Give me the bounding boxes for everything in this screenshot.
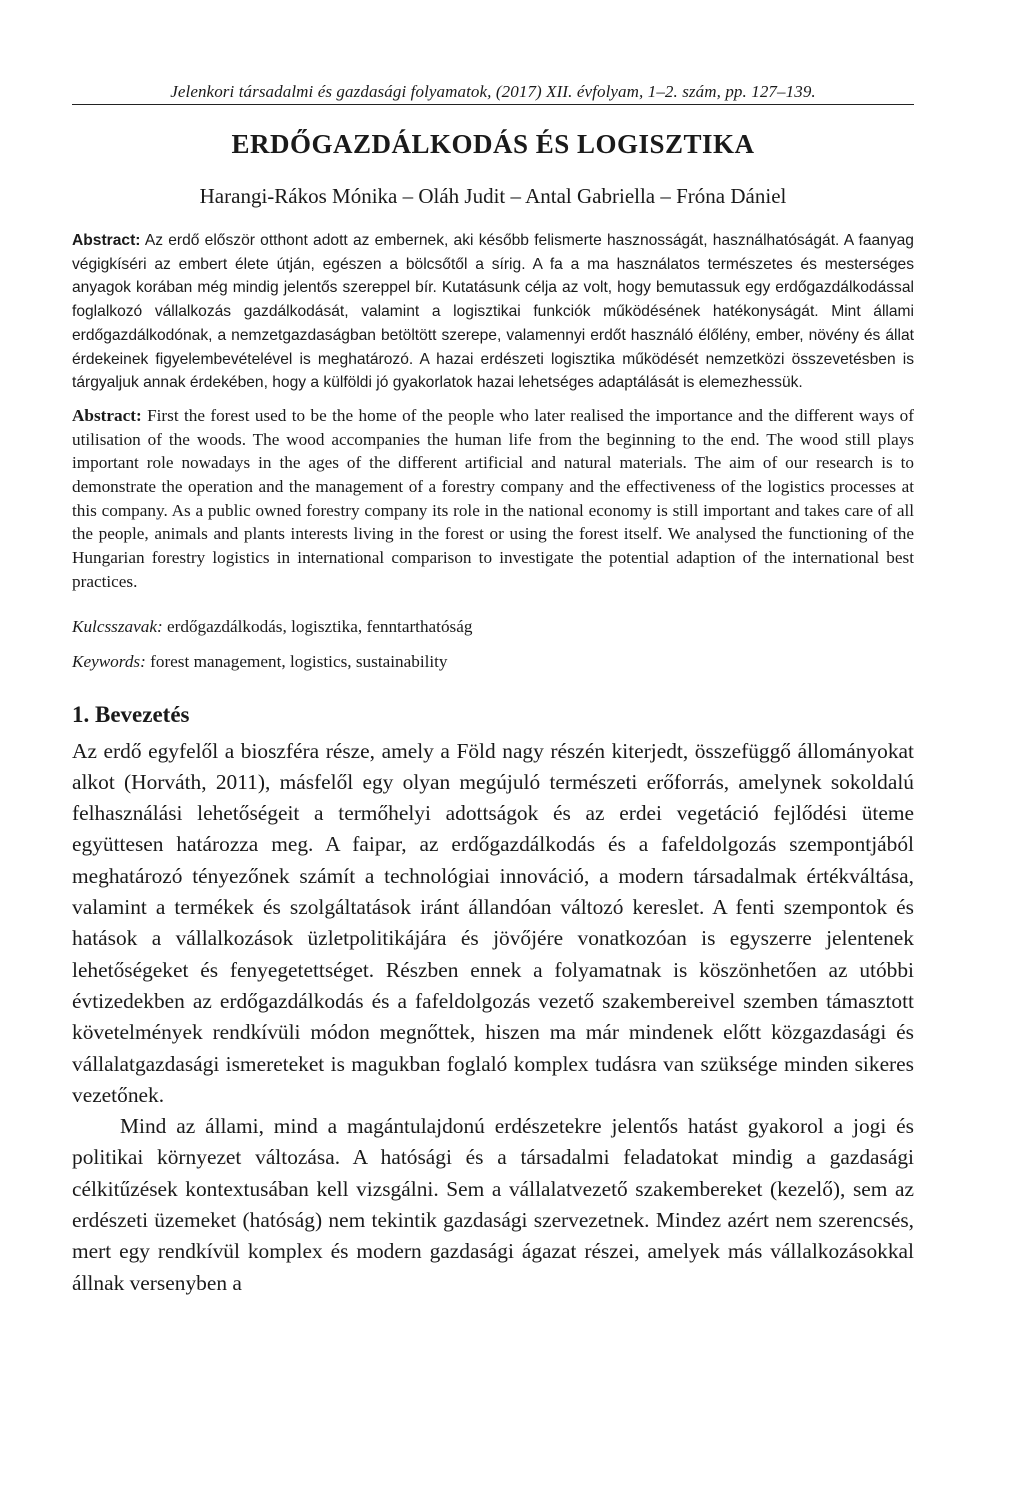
abstract-label: Abstract: bbox=[72, 405, 142, 425]
section-body bbox=[72, 736, 914, 1299]
keywords-label: Keywords: bbox=[72, 651, 146, 671]
abstract-text: Az erdő először otthont adott az embernek, aki később felismerte hasznosságát, használhatóságát. A faanyag végigkíséri az embert élete útján, egészen a bölcsőtől a sírig. A fa a ma használatos természetes és mesterséges anyagok korában még mindig jelentős szereppel bír. Kutatásunk célja az volt, hogy bemutassuk egy erdőgazdálkodással foglalkozó vállalkozás gazdálkodását, valamint a logisztikai funkciók működésének hatékonyságát. Mint állami erdőgazdálkodónak, a nemzetgazdaságban betöltött szerepe, valamennyi erdőt használó élőlény, ember, növény és állat érdekeinek figyelembevételével is meghatározó. A hazai erdészeti logisztika működését nemzetközi összevetésben is tárgyaljuk annak érdekében, hogy a külföldi jó gyakorlatok hazai lehetséges adaptálását is elemezhessük. bbox=[72, 232, 914, 392]
body-paragraph: Mind az állami, mind a magántulajdonú erdészetekre jelentős hatást gyakorol a jogi és politikai környezet változása. A hatósági és a társadalmi feladatokat mindig a gazdasági célkitűzések kontextusában kell vizsgálni. Sem a vállalatvezető szakembereket (kezelő), sem az erdészeti üzemeket (hatóság) nem tekintik gazdasági szervezetnek. Mindez azért nem szerencsés, mert egy rendkívül komplex és modern gazdasági ágazat részei, amelyek más vállalkozásokkal állnak versenyben a bbox=[72, 1114, 914, 1295]
keywords-text: erdőgazdálkodás, logisztika, fenntarthatóság bbox=[167, 616, 473, 636]
keywords-text: forest management, logistics, sustainability bbox=[150, 651, 448, 671]
keywords-label: Kulcsszavak: bbox=[72, 616, 163, 636]
running-header: Jelenkori társadalmi és gazdasági folyamatok, (2017) XII. évfolyam, 1–2. szám, pp. 127–139. bbox=[72, 82, 914, 105]
keywords-english bbox=[72, 651, 914, 673]
section-heading: 1. Bevezetés bbox=[72, 701, 190, 727]
abstract-text: First the forest used to be the home of the people who later realised the importance and the different ways of utilisation of the woods. The wood accompanies the human life from the beginning to the end. The wood still plays important role nowadays in the ages of the different artificial and natural materials. The aim of our research is to demonstrate the operation and the management of a forestry company and the effectiveness of the logistics processes at this company. As a public owned forestry company its role in the national economy is still important and takes care of all the people, animals and plants interests living in the forest or using the forest itself. We analysed the functioning of the Hungarian forestry logistics in international comparison to investigate the potential adaption of the international best practices. bbox=[72, 405, 914, 591]
abstract-hungarian bbox=[72, 229, 914, 395]
keywords-hungarian bbox=[72, 616, 914, 638]
abstract-label: Abstract: bbox=[72, 232, 141, 249]
author-list: Harangi-Rákos Mónika – Oláh Judit – Antal Gabriella – Fróna Dániel bbox=[199, 184, 787, 208]
body-paragraph: Az erdő egyfelől a bioszféra része, amely a Föld nagy részén kiterjedt, összefüggő állományokat alkot (Horváth, 2011), másfelől egy olyan megújuló természeti erőforrás, amelynek sokoldalú felhasználási lehetőségeit a termőhelyi adottságok és az erdei vegetáció fejlődési üteme együttesen határozza meg. A faipar, az erdőgazdálkodás és a fafeldolgozás szempontjából meghatározó tényezőnek számít a technológiai innováció, a modern társadalmak értékváltása, valamint a termékek és szolgáltatások iránt állandóan változó kereslet. A fenti szempontok és hatások a vállalkozások üzletpolitikájára és jövőjére vonatkozóan is egyszerre jelentenek lehetőségeket és fenyegetettséget. Részben ennek a folyamatnak is köszönhetően az utóbbi évtizedekben az erdőgazdálkodás és a fafeldolgozás vezető szakembereivel szemben támasztott követelmények rendkívüli módon megnőttek, hiszen ma már mindenek előtt közgazdasági és vállalatgazdasági ismereteket is magukban foglaló komplex tudásra van szüksége minden sikeres vezetőnek. bbox=[72, 738, 914, 1107]
article-title: ERDŐGAZDÁLKODÁS ÉS LOGISZTIKA bbox=[231, 129, 755, 159]
abstract-english bbox=[72, 404, 914, 594]
journal-page bbox=[72, 82, 914, 1299]
